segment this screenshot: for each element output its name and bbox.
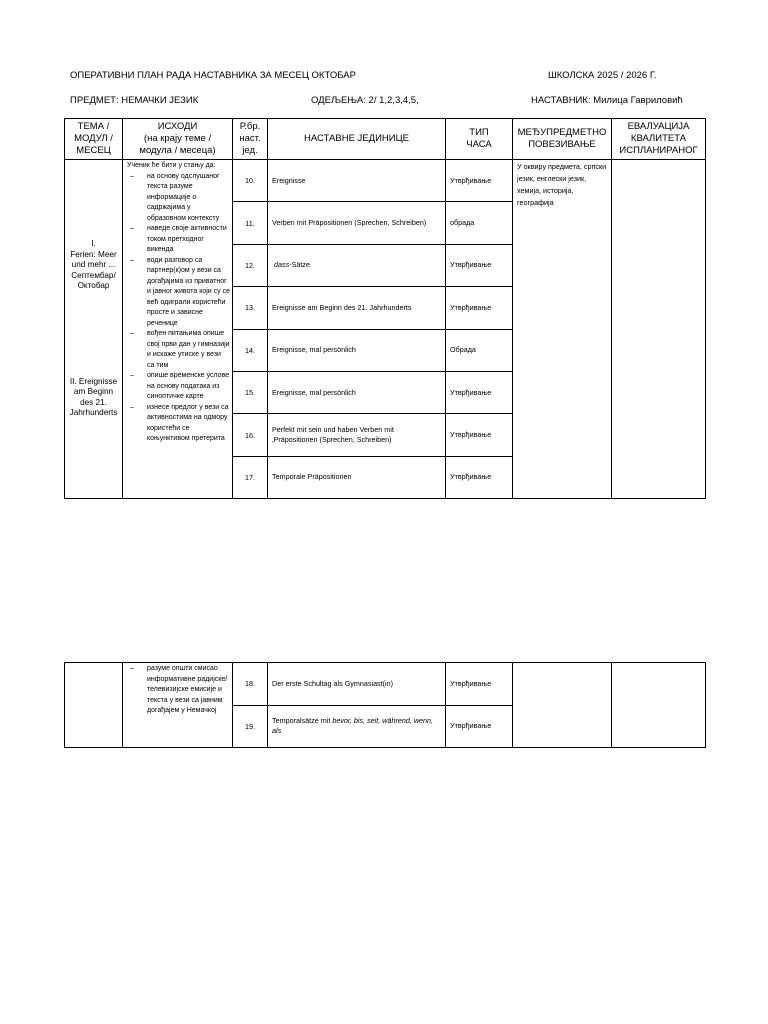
module-line: am Beginn	[73, 387, 114, 397]
outcome-item: – води разговор са партнер(к)ом у вези са догађајима из приватног и јавног живота који су се већ одиграли користећи просте и зависне реченице	[127, 256, 230, 330]
lesson-number: 13.	[233, 287, 268, 329]
document-title: ОПЕРАТИВНИ ПЛАН РАДА НАСТАВНИКА ЗА МЕСЕЦ ОКТОБАР	[70, 70, 356, 81]
school-year: ШКОЛСКА 2025 / 2026 Г.	[548, 70, 657, 81]
module-line: Ferien: Meer	[70, 249, 117, 259]
module-line: und mehr ...	[71, 260, 116, 270]
class-type: Утврђивање	[446, 456, 513, 498]
outcome-item: – на основу одслушаног текста разуме информације о садржајима у образовном контексту	[127, 172, 230, 225]
col-theme: ТЕМА / МОДУЛ / МЕСЕЦ	[65, 119, 123, 160]
module-line: II. Ereignisse	[69, 376, 118, 386]
module-line: Октобар	[77, 281, 110, 291]
class-type: Утврђивање	[446, 371, 513, 413]
module-line: Jahrhunderts	[69, 408, 118, 418]
teaching-unit: Temporale Präpositionen	[268, 456, 446, 498]
col-evaluation: ЕВАЛУАЦИЈА КВАЛИТЕТА ИСПЛАНИРАНОГ	[612, 119, 706, 160]
module-line: des 21.	[80, 397, 107, 407]
lesson-number: 10.	[233, 160, 268, 202]
module-title	[67, 377, 120, 419]
class-type: Утврђивање	[446, 287, 513, 329]
teaching-unit: Ereignisse am Beginn des 21. Jahrhunderts	[268, 287, 446, 329]
module-line: I.	[91, 239, 96, 249]
evaluation-cell	[612, 160, 706, 499]
lesson-number: 12.	[233, 244, 268, 286]
class-type: Утврђивање	[446, 414, 513, 456]
class-type: Утврђивање	[446, 663, 513, 706]
header-row	[65, 119, 706, 160]
lesson-number: 16.	[233, 414, 268, 456]
lesson-number: 17.	[233, 456, 268, 498]
lesson-number: 15.	[233, 371, 268, 413]
col-cross-curricular: МЕЂУПРЕДМЕТНО ПОВЕЗИВАЊЕ	[513, 119, 612, 160]
teaching-unit: Temporalsätze mit bevor, bis, seit, während, wenn, als	[268, 705, 446, 748]
teaching-unit: dass-Sätze	[268, 244, 446, 286]
class-type: Утврђивање	[446, 705, 513, 748]
lesson-number: 14.	[233, 329, 268, 371]
theme-module-cell	[65, 663, 123, 748]
evaluation-cell	[612, 663, 706, 748]
outcomes-intro: Ученик ће бити у стању да:	[127, 162, 216, 169]
col-outcomes: ИСХОДИ (на крају теме / модула / месеца)	[123, 119, 233, 160]
outcomes-list	[127, 172, 230, 445]
outcome-item: – наведе своје активности током претходног викенда	[127, 224, 230, 256]
table-row	[65, 663, 706, 706]
outcome-item: – разуме општи смисао информативне радијске/ телевизијске емисије и текста у вези са јавним догађајем у Немачкој	[127, 664, 230, 717]
col-teaching-units: НАСТАВНЕ ЈЕДИНИЦЕ	[268, 119, 446, 160]
outcome-item: – опише временске услове на основу података из синоптичке карте	[127, 371, 230, 403]
lesson-plan-table	[64, 118, 706, 499]
teaching-unit: Verben mit Präpositionen (Sprechen, Schreiben)	[268, 202, 446, 244]
outcomes-cell	[123, 663, 233, 748]
outcomes-cell	[123, 160, 233, 499]
teaching-unit: Perfekt mit sein und haben Verben mit ‚Präpositionen (Sprechen, Schreiben)	[268, 414, 446, 456]
lesson-number: 18.	[233, 663, 268, 706]
cross-curricular-cell	[513, 663, 612, 748]
teaching-unit: Ereignisse	[268, 160, 446, 202]
teacher-label: НАСТАВНИК: Милица Гавриловић	[531, 95, 683, 106]
module-title	[67, 239, 120, 292]
class-type: Обрада	[446, 329, 513, 371]
teaching-unit: Ereignisse, mal persönlich	[268, 371, 446, 413]
class-type: Утврђивање	[446, 160, 513, 202]
subject-label: ПРЕДМЕТ: НЕМАЧКИ ЈЕЗИК	[70, 95, 199, 106]
col-class-type: ТИП ЧАСА	[446, 119, 513, 160]
outcome-item: – вођен питањима опише свој први дан у гимназији и искаже утиске у вези са тим	[127, 329, 230, 371]
lesson-number: 11.	[233, 202, 268, 244]
col-lesson-number: Р.бр. наст. јед.	[233, 119, 268, 160]
outcome-item: – изнесе предлог у вези са активностима на одмору користећи се коњунктивом претерита	[127, 403, 230, 445]
theme-module-cell	[65, 160, 123, 499]
teaching-unit: Der erste Schultag als Gymnasiast(in)	[268, 663, 446, 706]
table-row	[65, 160, 706, 202]
lesson-plan-table-continued	[64, 662, 706, 748]
classes-label: ОДЕЉЕЊА: 2/ 1,2,3,4,5,	[311, 95, 419, 106]
class-type: обрада	[446, 202, 513, 244]
cross-curricular-cell: У оквиру предмета, српски језик, енглески језик, хемија, историја, географија	[513, 160, 612, 499]
class-type: Утврђивање	[446, 244, 513, 286]
module-line: Септембар/	[71, 270, 116, 280]
outcomes-list	[127, 664, 230, 717]
lesson-number: 19.	[233, 705, 268, 748]
teaching-unit: Ereignisse, mal persönlich	[268, 329, 446, 371]
